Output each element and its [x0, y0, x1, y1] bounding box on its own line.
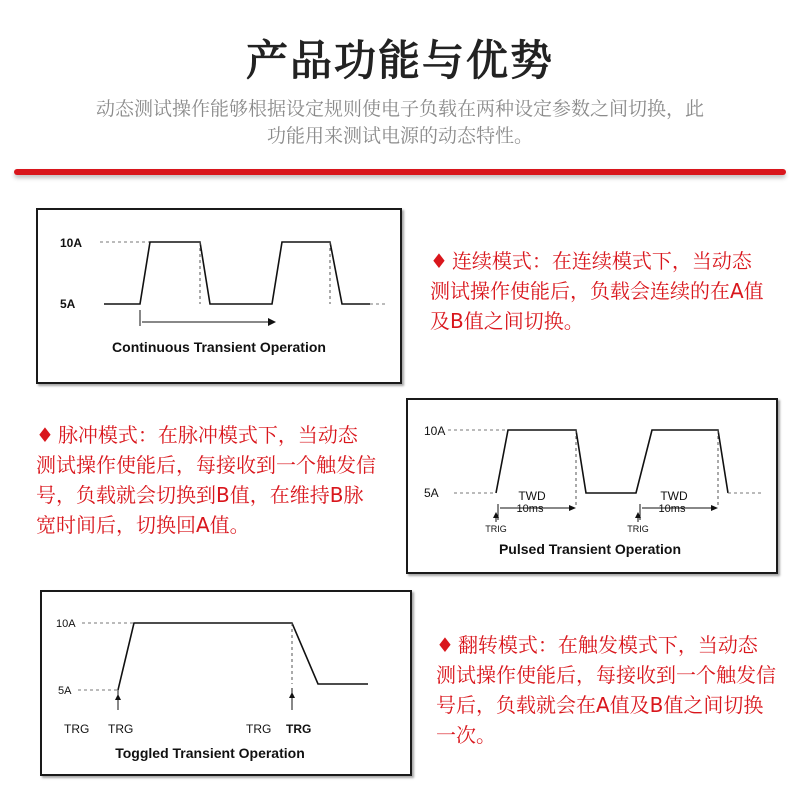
continuous-label-low: 5A [60, 297, 76, 311]
twd-arrow-head-1 [569, 505, 576, 511]
trig-label-2: TRIG [627, 524, 649, 534]
toggled-diagram-panel [40, 590, 412, 776]
toggle-mode-description [436, 630, 776, 750]
pulse-mode-text: 脉冲模式：在脉冲模式下，当动态测试操作使能后，每接收到一个触发信号，负载就会切换到B值，在维持B脉宽时间后，切换回A值。 [36, 423, 376, 537]
waveform-line [496, 430, 728, 493]
continuous-mode-description [430, 246, 770, 336]
trg-label-1: TRG [64, 722, 90, 736]
trg-arrow-head-1 [115, 694, 121, 700]
toggled-waveform [42, 592, 410, 774]
trg-label-4: TRG [286, 722, 312, 736]
pulsed-caption: Pulsed Transient Operation [498, 541, 682, 557]
pulsed-waveform [408, 400, 776, 572]
toggled-caption: Toggled Transient Operation [115, 745, 305, 761]
twd-label-2: TWD [660, 489, 688, 503]
period-arrow-head [268, 318, 276, 326]
page-subtitle: 动态测试操作能够根据设定规则使电子负载在两种设定参数之间切换，此功能用来测试电源的动态特性。 [95, 98, 704, 147]
waveform-line [118, 623, 368, 690]
continuous-label-high: 10A [60, 236, 83, 250]
trig-label-1: TRIG [485, 524, 507, 534]
continuous-diagram-panel [36, 208, 402, 384]
pulsed-label-low: 5A [424, 486, 439, 500]
trg-arrow-head-2 [289, 692, 295, 698]
diamond-icon: ♦ [436, 633, 454, 657]
continuous-waveform [38, 210, 400, 382]
trg-label-2: TRG [108, 722, 134, 736]
ms-label-2: 10ms [658, 503, 686, 515]
continuous-caption: Continuous Transient Operation [112, 339, 326, 355]
twd-arrow-head-2 [711, 505, 718, 511]
pulsed-label-high: 10A [424, 424, 446, 438]
toggle-mode-text: 翻转模式：在触发模式下，当动态测试操作使能后，每接收到一个触发信号后，负载就会在A值及B值之间切换一次。 [436, 633, 776, 747]
continuous-mode-text: 连续模式：在连续模式下，当动态测试操作使能后，负载会连续的在A值及B值之间切换。 [430, 249, 764, 333]
trg-label-3: TRG [246, 722, 272, 736]
toggled-label-high: 10A [56, 618, 76, 630]
pulsed-diagram-panel [406, 398, 778, 574]
twd-label-1: TWD [518, 489, 546, 503]
diamond-icon: ♦ [430, 249, 448, 273]
toggled-label-low: 5A [58, 685, 72, 697]
page-title: 产品功能与优势 [245, 36, 554, 85]
pulse-mode-description [36, 420, 376, 540]
ms-label-1: 10ms [516, 503, 544, 515]
divider [14, 169, 786, 175]
diamond-icon: ♦ [36, 423, 54, 447]
